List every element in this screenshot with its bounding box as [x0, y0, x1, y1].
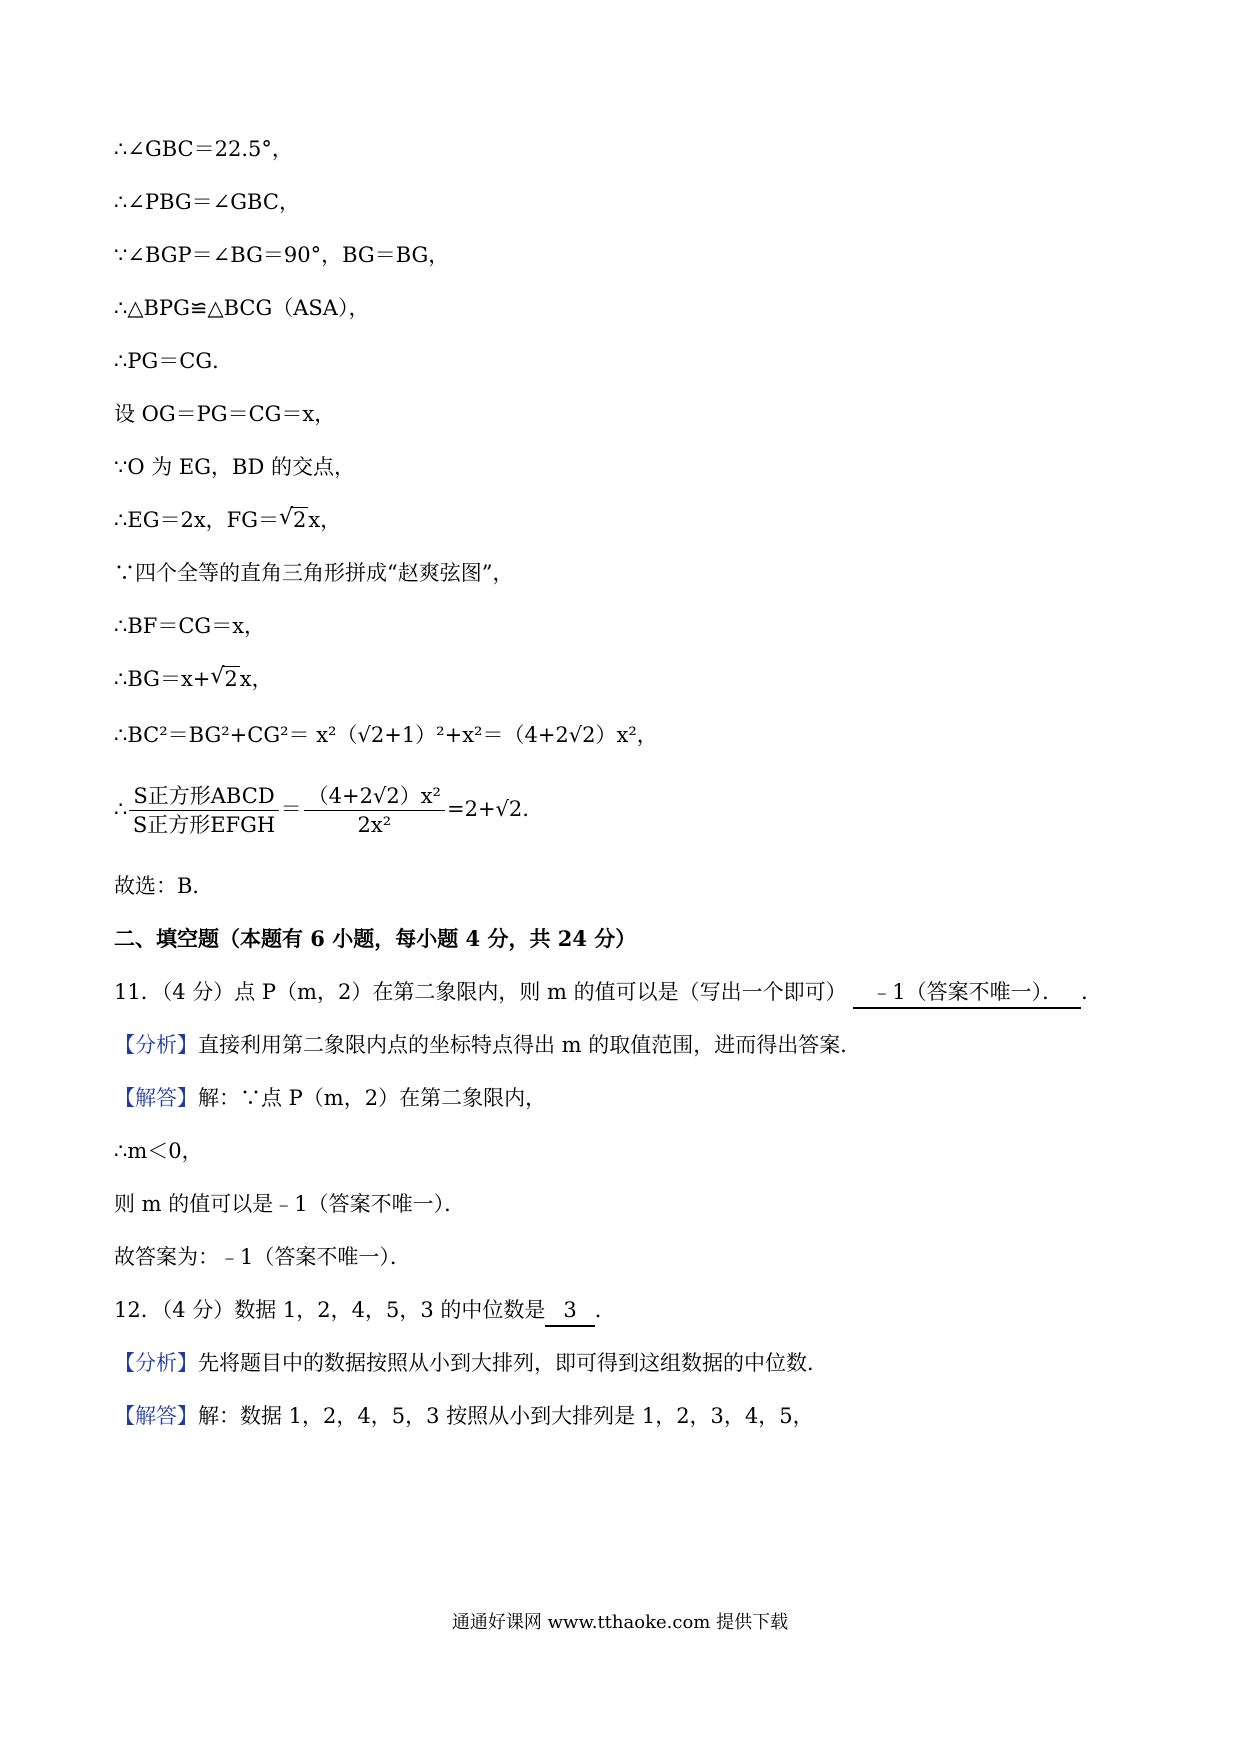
question-11: [114, 977, 1102, 1009]
analysis-text: 先将题目中的数据按照从小到大排列，即可得到这组数据的中位数．: [198, 1351, 828, 1375]
solution-tag: 【解答】: [114, 1404, 198, 1428]
question-12-answer: 3: [545, 1295, 594, 1327]
proof-line-3: ∵∠BGP＝∠BG＝90°，BG＝BG，: [114, 243, 450, 267]
solution-text: 解：数据 1，2，4，5，3 按照从小到大排列是 1，2，3，4，5，: [198, 1404, 814, 1428]
fraction-denominator: 2x²: [357, 813, 392, 837]
answer-choice: 故选：B．: [114, 874, 214, 898]
proof-line-9: ∵四个全等的直角三角形拼成“赵爽弦图”，: [114, 561, 514, 585]
sqrt-2: √ 2: [279, 505, 308, 535]
question-11-step-4: 故答案为：﹣1（答案不唯一）．: [114, 1245, 411, 1269]
proof-line-11: [114, 664, 273, 694]
question-12: [114, 1295, 616, 1327]
analysis-tag: 【分析】: [114, 1033, 198, 1057]
section-heading: 二、填空题（本题有 6 小题，每小题 4 分，共 24 分）: [114, 926, 637, 951]
ratio-result: =2+√2.: [446, 797, 529, 821]
question-12-end: ．: [594, 1298, 616, 1322]
question-11-step-3: 则 m 的值可以是﹣1（答案不唯一）．: [114, 1192, 466, 1216]
sqrt-2: √ 2: [210, 664, 239, 694]
page-footer: 通通好课网 www.tthaoke.com 提供下载: [451, 1612, 789, 1633]
question-11-step-2: ∴m＜0，: [114, 1139, 203, 1163]
proof-line-5: ∴PG＝CG．: [114, 349, 234, 373]
proof-line-12: ∴BC²＝BG²+CG²＝ x²（√2+1）²+x²＝（4+2√2）x²，: [114, 723, 658, 747]
analysis-text: 直接利用第二象限内点的坐标特点得出 m 的取值范围，进而得出答案．: [198, 1033, 862, 1057]
proof-line-8c: x，: [308, 508, 342, 532]
question-11-solution: [114, 1083, 546, 1113]
fraction-numerator: S正方形ABCD: [129, 782, 278, 811]
equals-sign: ＝: [280, 797, 302, 821]
question-11-analysis: [114, 1030, 861, 1060]
question-12-text: 12．（4 分）数据 1，2，4，5，3 的中位数是: [114, 1298, 546, 1322]
proof-line-8a: ∴EG＝2x，FG＝: [114, 508, 280, 532]
proof-line-6: 设 OG＝PG＝CG＝x，: [114, 402, 336, 426]
proof-line-11a: ∴BG＝x+: [114, 667, 211, 691]
solution-tag: 【解答】: [114, 1086, 198, 1110]
question-11-end: ．: [1081, 980, 1103, 1004]
analysis-tag: 【分析】: [114, 1351, 198, 1375]
question-11-answer: ﹣1（答案不唯一）．: [853, 977, 1081, 1009]
question-12-analysis: [114, 1348, 828, 1378]
fraction-denominator: S正方形EFGH: [132, 813, 276, 837]
proof-line-2: ∴∠PBG＝∠GBC，: [114, 190, 300, 214]
proof-line-11c: x，: [239, 667, 273, 691]
question-11-text: 11．（4 分）点 P（m，2）在第二象限内，则 m 的值可以是（写出一个即可）: [114, 980, 847, 1004]
proof-line-7: ∵O 为 EG，BD 的交点，: [114, 455, 355, 479]
proof-line-10: ∴BF＝CG＝x，: [114, 614, 266, 638]
ratio-equation: [114, 782, 529, 839]
proof-line-4: ∴△BPG≌△BCG（ASA），: [114, 296, 370, 320]
value-fraction: [304, 782, 445, 839]
question-12-solution: [114, 1401, 814, 1431]
proof-line-8: [114, 505, 341, 535]
proof-line-1: ∴∠GBC＝22.5°，: [114, 137, 293, 161]
fraction-numerator: （4+2√2）x²: [304, 782, 445, 811]
area-fraction: [129, 782, 278, 839]
solution-text: 解：∵点 P（m，2）在第二象限内，: [198, 1086, 547, 1110]
therefore-sign: ∴: [114, 797, 128, 821]
